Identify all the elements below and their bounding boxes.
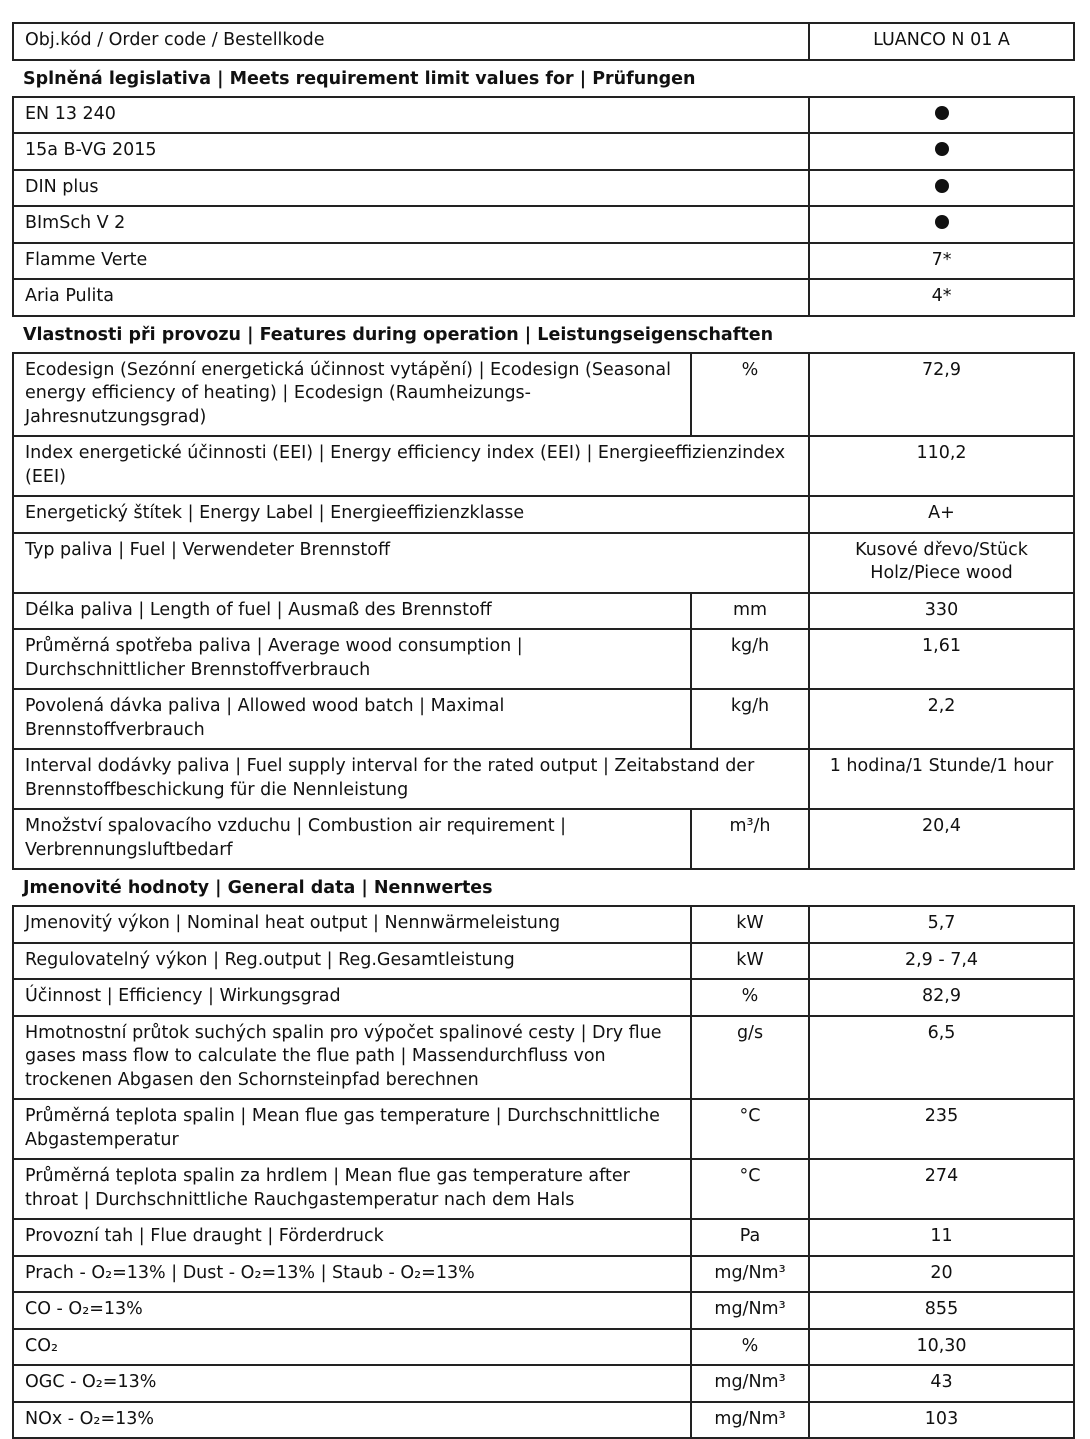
row-label: CO - O₂=13% <box>13 1292 691 1329</box>
row-unit: g/s <box>691 1016 809 1100</box>
table-row <box>13 1365 1074 1402</box>
row-unit: kW <box>691 943 809 980</box>
row-label: Energetický štítek | Energy Label | Energieeffizienzklasse <box>13 496 809 533</box>
row-label: Index energetické účinnosti (EEI) | Energy efficiency index (EEI) | Energieeffizienzindex (EEI) <box>13 436 809 496</box>
row-label: Průměrná teplota spalin za hrdlem | Mean flue gas temperature after throat | Durchschnittliche Rauchgastemperatur nach dem Hals <box>13 1159 691 1219</box>
table-row <box>13 206 1074 243</box>
table-row <box>13 353 1074 437</box>
row-label: CO₂ <box>13 1329 691 1366</box>
table-row <box>13 1402 1074 1439</box>
row-value: 10,30 <box>809 1329 1074 1366</box>
table-row <box>13 279 1074 316</box>
row-value: 235 <box>809 1099 1074 1159</box>
filled-circle-icon <box>935 179 949 193</box>
row-unit: mg/Nm³ <box>691 1256 809 1293</box>
order-code-value: LUANCO N 01 A <box>809 23 1074 60</box>
row-unit: mg/Nm³ <box>691 1402 809 1439</box>
row-label: Provozní tah | Flue draught | Förderdruck <box>13 1219 691 1256</box>
table-row <box>13 943 1074 980</box>
row-unit: °C <box>691 1099 809 1159</box>
row-label: BImSch V 2 <box>13 206 809 243</box>
row-unit: kW <box>691 906 809 943</box>
row-label: Regulovatelný výkon | Reg.output | Reg.Gesamtleistung <box>13 943 691 980</box>
row-unit: mm <box>691 593 809 630</box>
row-label: OGC - O₂=13% <box>13 1365 691 1402</box>
table-row <box>13 629 1074 689</box>
table-row <box>13 1099 1074 1159</box>
row-label: 15a B-VG 2015 <box>13 133 809 170</box>
row-label: Povolená dávka paliva | Allowed wood batch | Maximal Brennstoffverbrauch <box>13 689 691 749</box>
row-label: Množství spalovacího vzduchu | Combustion air requirement | Verbrennungsluftbedarf <box>13 809 691 869</box>
row-value: 2,2 <box>809 689 1074 749</box>
row-label: Jmenovitý výkon | Nominal heat output | Nennwärmeleistung <box>13 906 691 943</box>
row-unit: °C <box>691 1159 809 1219</box>
row-unit: % <box>691 1329 809 1366</box>
row-label: Účinnost | Efficiency | Wirkungsgrad <box>13 979 691 1016</box>
row-value: 11 <box>809 1219 1074 1256</box>
row-label: Průměrná spotřeba paliva | Average wood consumption | Durchschnittlicher Brennstoffverbrauch <box>13 629 691 689</box>
row-value: 4* <box>809 279 1074 316</box>
row-value: 1 hodina/1 Stunde/1 hour <box>809 749 1074 809</box>
table-row <box>13 170 1074 207</box>
row-value: 103 <box>809 1402 1074 1439</box>
row-unit: m³/h <box>691 809 809 869</box>
table-row <box>13 749 1074 809</box>
row-label: Typ paliva | Fuel | Verwendeter Brennstoff <box>13 533 809 593</box>
filled-circle-icon <box>935 106 949 120</box>
row-label: Aria Pulita <box>13 279 809 316</box>
row-value: 274 <box>809 1159 1074 1219</box>
table-row <box>13 1256 1074 1293</box>
table-row <box>13 1292 1074 1329</box>
row-value: 1,61 <box>809 629 1074 689</box>
table-row <box>13 436 1074 496</box>
operation-table <box>12 352 1075 871</box>
row-label: EN 13 240 <box>13 97 809 134</box>
filled-circle-icon <box>935 215 949 229</box>
row-label: Průměrná teplota spalin | Mean flue gas temperature | Durchschnittliche Abgastemperatur <box>13 1099 691 1159</box>
row-label: Prach - O₂=13% | Dust - O₂=13% | Staub - O₂=13% <box>13 1256 691 1293</box>
filled-circle-icon <box>935 142 949 156</box>
row-unit: % <box>691 979 809 1016</box>
general-table <box>12 905 1075 1439</box>
table-row <box>13 97 1074 134</box>
table-row <box>13 906 1074 943</box>
row-unit: % <box>691 353 809 437</box>
row-value: 6,5 <box>809 1016 1074 1100</box>
order-code-row <box>13 23 1074 60</box>
row-unit: mg/Nm³ <box>691 1365 809 1402</box>
row-label: DIN plus <box>13 170 809 207</box>
row-value: 20,4 <box>809 809 1074 869</box>
row-value: 82,9 <box>809 979 1074 1016</box>
table-row <box>13 496 1074 533</box>
row-unit: kg/h <box>691 629 809 689</box>
order-code-label: Obj.kód / Order code / Bestellkode <box>13 23 809 60</box>
table-row <box>13 689 1074 749</box>
row-label: Délka paliva | Length of fuel | Ausmaß des Brennstoff <box>13 593 691 630</box>
row-value: 2,9 - 7,4 <box>809 943 1074 980</box>
row-label: Flamme Verte <box>13 243 809 280</box>
table-row <box>13 1329 1074 1366</box>
row-unit: Pa <box>691 1219 809 1256</box>
table-row <box>13 243 1074 280</box>
spec-sheet <box>12 22 1073 1439</box>
table-row <box>13 593 1074 630</box>
table-row <box>13 1159 1074 1219</box>
table-row <box>13 1219 1074 1256</box>
section-title-legislation: Splněná legislativa | Meets requirement limit values for | Prüfungen <box>23 68 696 89</box>
row-label: Interval dodávky paliva | Fuel supply interval for the rated output | Zeitabstand der Brennstoffbeschickung für die Nennleistung <box>13 749 809 809</box>
table-row <box>13 1016 1074 1100</box>
row-value: 43 <box>809 1365 1074 1402</box>
table-row <box>13 809 1074 869</box>
row-value: 110,2 <box>809 436 1074 496</box>
row-unit: kg/h <box>691 689 809 749</box>
table-row <box>13 533 1074 593</box>
row-value: 5,7 <box>809 906 1074 943</box>
table-row <box>13 133 1074 170</box>
row-value: 20 <box>809 1256 1074 1293</box>
row-label: Hmotnostní průtok suchých spalin pro výpočet spalinové cesty | Dry flue gases mass flow to calculate the flue path | Massendurchfluss von trockenen Abgasen den Schornsteinpfad berechnen <box>13 1016 691 1100</box>
row-label: NOx - O₂=13% <box>13 1402 691 1439</box>
row-label: Ecodesign (Sezónní energetická účinnost vytápění) | Ecodesign (Seasonal energy efficiency of heating) | Ecodesign (Raumheizungs-Jahresnutzungsgrad) <box>13 353 691 437</box>
legislation-table <box>12 96 1075 317</box>
table-row <box>13 979 1074 1016</box>
row-value: Kusové dřevo/Stück Holz/Piece wood <box>809 533 1074 593</box>
row-value: A+ <box>809 496 1074 533</box>
row-value: 855 <box>809 1292 1074 1329</box>
section-title-general: Jmenovité hodnoty | General data | Nennwertes <box>23 878 493 898</box>
row-value: 7* <box>809 243 1074 280</box>
section-title-operation: Vlastnosti při provozu | Features during operation | Leistungseigenschaften <box>23 324 774 345</box>
row-value: 330 <box>809 593 1074 630</box>
spec-table <box>12 22 1075 61</box>
row-unit: mg/Nm³ <box>691 1292 809 1329</box>
row-value: 72,9 <box>809 353 1074 437</box>
